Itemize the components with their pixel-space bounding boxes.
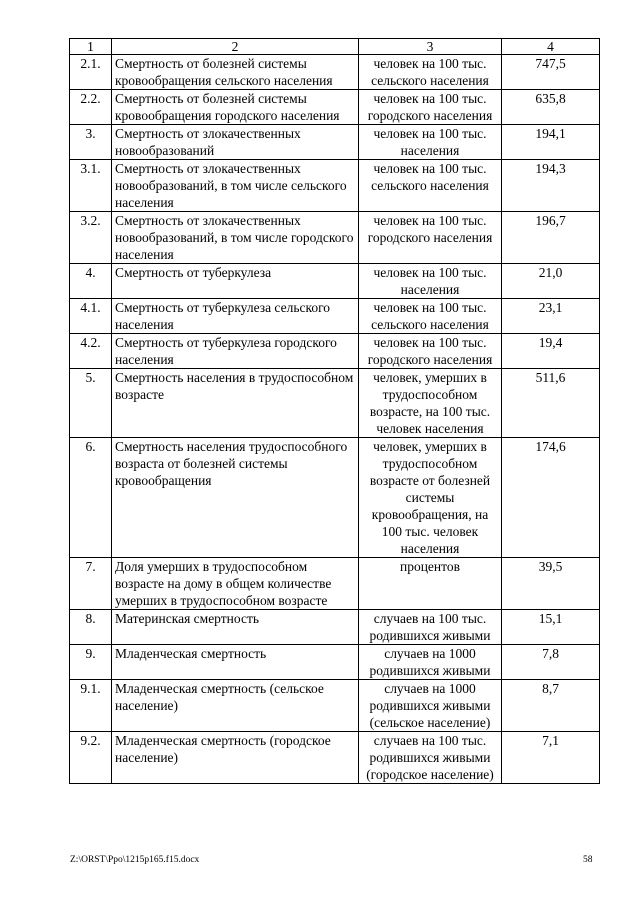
indicator-value: 39,5 bbox=[502, 558, 600, 610]
row-number: 6. bbox=[70, 438, 112, 558]
table-row bbox=[70, 732, 600, 784]
indicator-value: 21,0 bbox=[502, 264, 600, 299]
unit-of-measure: человек на 100 тыс. населения bbox=[359, 264, 502, 299]
unit-of-measure: человек на 100 тыс. городского населения bbox=[359, 212, 502, 264]
row-number: 9. bbox=[70, 645, 112, 680]
indicator-name: Смертность от злокачественных новообразований bbox=[112, 125, 359, 160]
indicator-value: 7,8 bbox=[502, 645, 600, 680]
footer-page-number: 58 bbox=[583, 855, 593, 865]
indicator-name: Смертность от туберкулеза сельского населения bbox=[112, 299, 359, 334]
table-row bbox=[70, 438, 600, 558]
unit-of-measure: человек на 100 тыс. сельского населения bbox=[359, 299, 502, 334]
indicator-name: Младенческая смертность bbox=[112, 645, 359, 680]
indicator-name: Доля умерших в трудоспособном возрасте на дому в общем количестве умерших в трудоспособном возрасте bbox=[112, 558, 359, 610]
table-row bbox=[70, 299, 600, 334]
header-col-2: 2 bbox=[112, 39, 359, 55]
table-row bbox=[70, 645, 600, 680]
unit-of-measure: человек на 100 тыс. сельского населения bbox=[359, 160, 502, 212]
table-row bbox=[70, 160, 600, 212]
indicators-table-body bbox=[70, 39, 600, 784]
table-row bbox=[70, 558, 600, 610]
table-row bbox=[70, 125, 600, 160]
unit-of-measure: случаев на 100 тыс. родившихся живыми (городское население) bbox=[359, 732, 502, 784]
indicator-value: 19,4 bbox=[502, 334, 600, 369]
table-header-row bbox=[70, 39, 600, 55]
unit-of-measure: случаев на 1000 родившихся живыми bbox=[359, 645, 502, 680]
indicator-name: Смертность населения в трудоспособном возрасте bbox=[112, 369, 359, 438]
indicator-name: Смертность от болезней системы кровообращения сельского населения bbox=[112, 55, 359, 90]
row-number: 4. bbox=[70, 264, 112, 299]
row-number: 2.2. bbox=[70, 90, 112, 125]
indicator-value: 8,7 bbox=[502, 680, 600, 732]
unit-of-measure: человек на 100 тыс. сельского населения bbox=[359, 55, 502, 90]
row-number: 9.2. bbox=[70, 732, 112, 784]
header-col-4: 4 bbox=[502, 39, 600, 55]
table-row bbox=[70, 212, 600, 264]
indicator-name: Смертность от туберкулеза bbox=[112, 264, 359, 299]
indicator-value: 174,6 bbox=[502, 438, 600, 558]
table-row bbox=[70, 55, 600, 90]
table-row bbox=[70, 90, 600, 125]
indicator-value: 7,1 bbox=[502, 732, 600, 784]
table-row bbox=[70, 264, 600, 299]
indicator-value: 23,1 bbox=[502, 299, 600, 334]
row-number: 5. bbox=[70, 369, 112, 438]
unit-of-measure: человек, умерших в трудоспособном возрасте, на 100 тыс. человек населения bbox=[359, 369, 502, 438]
indicator-name: Младенческая смертность (сельское население) bbox=[112, 680, 359, 732]
unit-of-measure: человек, умерших в трудоспособном возрасте от болезней системы кровообращения, на 100 тыс. человек населения bbox=[359, 438, 502, 558]
indicator-name: Смертность населения трудоспособного возраста от болезней системы кровообращения bbox=[112, 438, 359, 558]
row-number: 7. bbox=[70, 558, 112, 610]
table-row bbox=[70, 610, 600, 645]
unit-of-measure: человек на 100 тыс. городского населения bbox=[359, 90, 502, 125]
indicator-name: Смертность от болезней системы кровообращения городского населения bbox=[112, 90, 359, 125]
row-number: 3.2. bbox=[70, 212, 112, 264]
table-row bbox=[70, 680, 600, 732]
unit-of-measure: процентов bbox=[359, 558, 502, 610]
indicator-value: 194,3 bbox=[502, 160, 600, 212]
unit-of-measure: случаев на 100 тыс. родившихся живыми bbox=[359, 610, 502, 645]
indicator-name: Смертность от туберкулеза городского населения bbox=[112, 334, 359, 369]
header-col-3: 3 bbox=[359, 39, 502, 55]
row-number: 2.1. bbox=[70, 55, 112, 90]
indicator-value: 194,1 bbox=[502, 125, 600, 160]
row-number: 3. bbox=[70, 125, 112, 160]
indicator-name: Смертность от злокачественных новообразований, в том числе сельского населения bbox=[112, 160, 359, 212]
row-number: 9.1. bbox=[70, 680, 112, 732]
indicator-value: 511,6 bbox=[502, 369, 600, 438]
indicator-value: 196,7 bbox=[502, 212, 600, 264]
indicator-value: 15,1 bbox=[502, 610, 600, 645]
row-number: 8. bbox=[70, 610, 112, 645]
row-number: 4.2. bbox=[70, 334, 112, 369]
row-number: 3.1. bbox=[70, 160, 112, 212]
row-number: 4.1. bbox=[70, 299, 112, 334]
indicator-name: Материнская смертность bbox=[112, 610, 359, 645]
indicator-value: 747,5 bbox=[502, 55, 600, 90]
indicators-table bbox=[69, 38, 600, 784]
unit-of-measure: человек на 100 тыс. населения bbox=[359, 125, 502, 160]
unit-of-measure: человек на 100 тыс. городского населения bbox=[359, 334, 502, 369]
footer-file-path: Z:\ORST\Ppo\1215p165.f15.docx bbox=[70, 855, 200, 865]
table-row bbox=[70, 334, 600, 369]
unit-of-measure: случаев на 1000 родившихся живыми (сельское население) bbox=[359, 680, 502, 732]
indicator-value: 635,8 bbox=[502, 90, 600, 125]
indicator-name: Младенческая смертность (городское население) bbox=[112, 732, 359, 784]
indicator-name: Смертность от злокачественных новообразований, в том числе городского населения bbox=[112, 212, 359, 264]
table-row bbox=[70, 369, 600, 438]
header-col-1: 1 bbox=[70, 39, 112, 55]
